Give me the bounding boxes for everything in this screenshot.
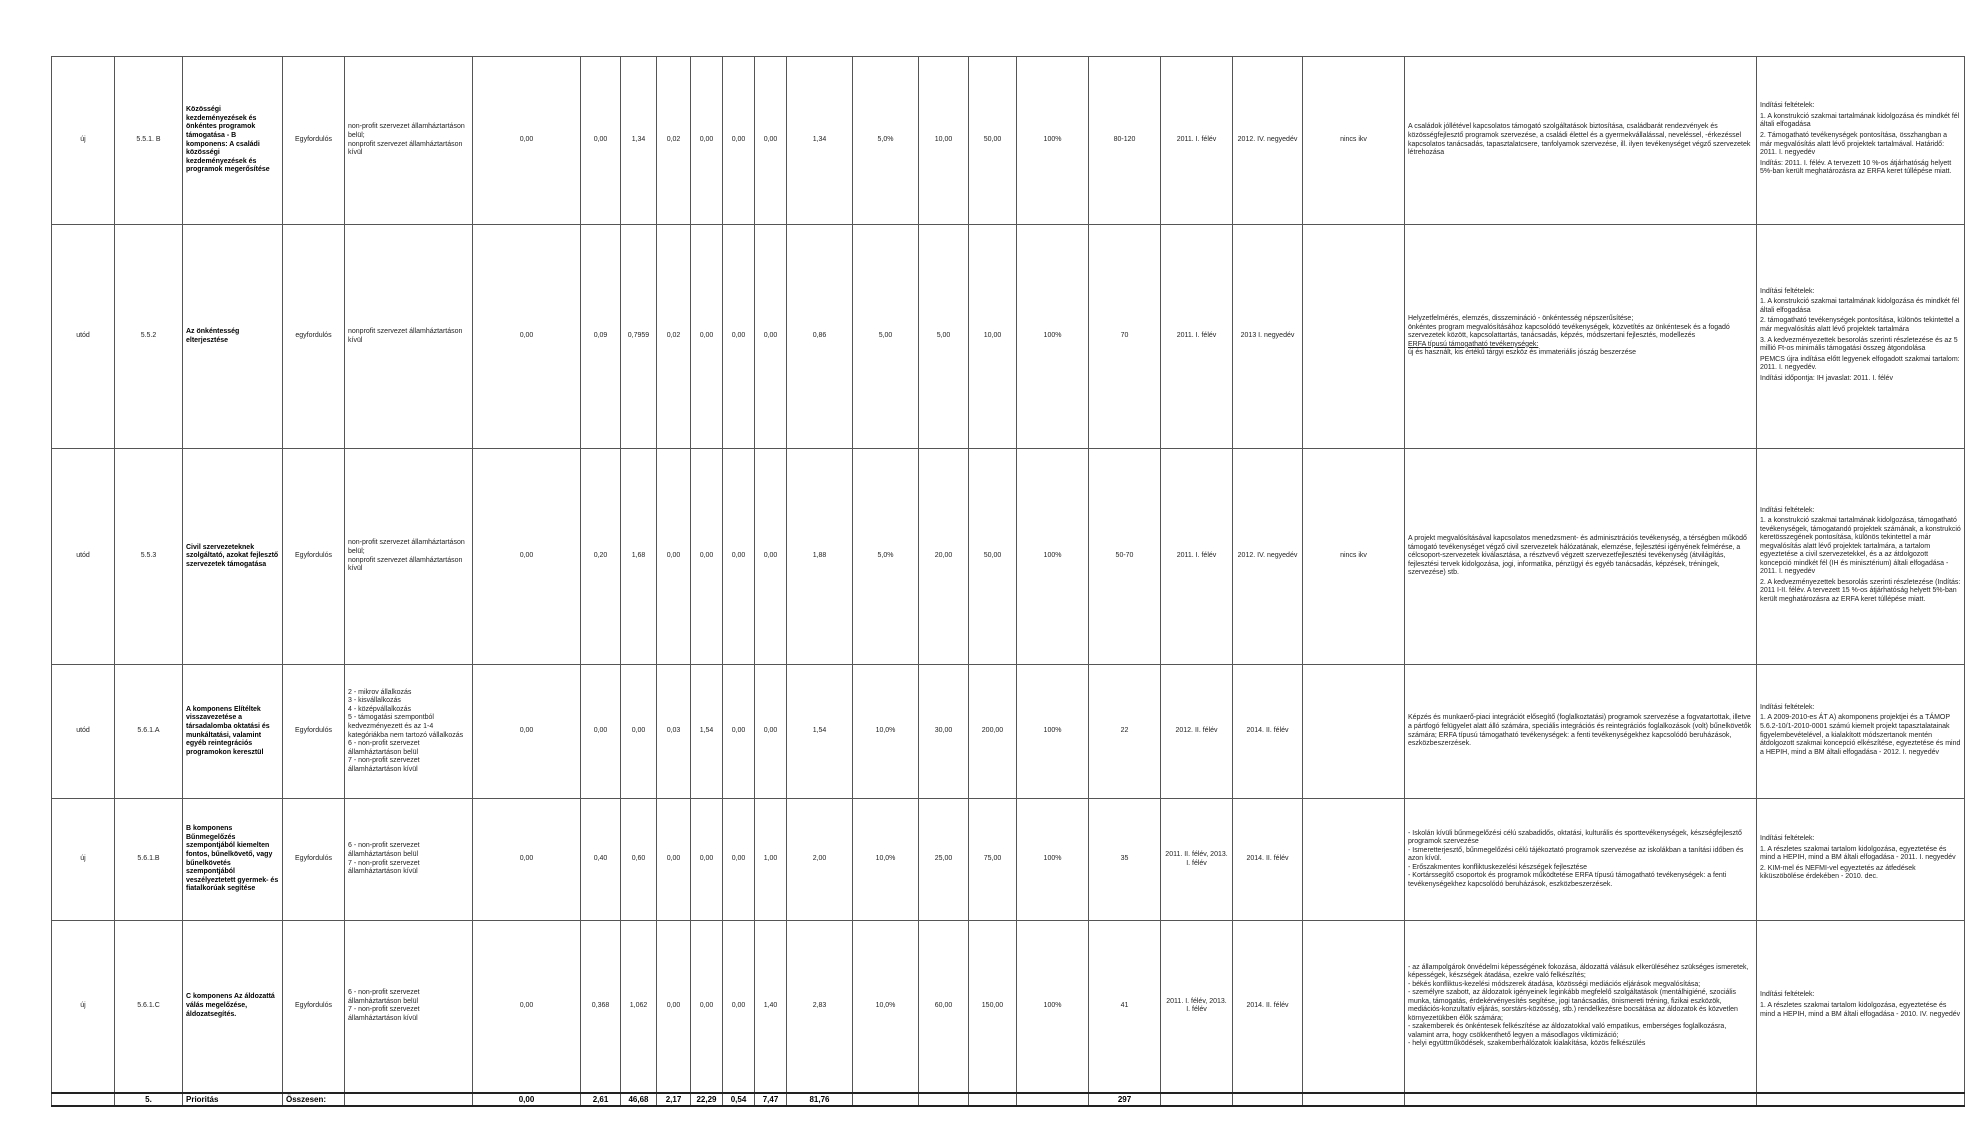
value-3: 0,60: [621, 799, 657, 921]
activity-line: A projekt megvalósításával kapcsolatos menedzsment- és adminisztrációs tevékenység, a térségben működő támogató tevékenységet végző civil szervezetek hálózatának, elemzése, fejlesztési igényének felmérése, a célcsoport-szervezetek kiválasztása, a résztvevő végzett szervezetfejlesztési tevékenység (átvilágítás, fejlesztési tervek kidolgozása, jogi, informatika, pénzügyi és egyéb tanácsadás, képzések, tréningek, szervezése) stb.: [1408, 535, 1747, 577]
min-value: 60,00: [919, 921, 969, 1093]
table-row: [52, 921, 1965, 1093]
status-cell: utód: [52, 449, 115, 665]
code-cell: 5.6.1.B: [115, 799, 183, 921]
value-2: 0,00: [581, 665, 621, 799]
value-7: 0,00: [755, 665, 787, 799]
min-value: 10,00: [919, 57, 969, 225]
beneficiary-line: nonprofit szervezet államháztartáson kívül: [348, 556, 463, 573]
mode-cell: Egyfordulós: [283, 57, 345, 225]
activity-line: - békés konfliktus-kezelési módszerek átadása, közösségi mediációs eljárások megvalósítása;: [1408, 980, 1701, 988]
condition-line: 1. a konstrukció szakmai tartalmának kidolgozása, támogatható tevékenységek, támogatandó projektek számának, a konstrukció keretösszegének pontosítása, különös tekintettel a már megvalósítás alatt lévő projektek tartalmára, a tartalom egyeztetése a civil szervezetekkel, és a az átdolgozott koncepció mindkét fél (IH és minisztérium) általi elfogadása - 2011. I. negyedév: [1760, 517, 1961, 576]
beneficiary-line: 7 - non-profit szervezet államháztartáson kívül: [348, 757, 420, 773]
summary-total-label: Összesen:: [283, 1093, 345, 1107]
status-cell: új: [52, 799, 115, 921]
value-6: 0,00: [723, 225, 755, 449]
percent-value: 5,0%: [853, 449, 919, 665]
rate-value: 100%: [1017, 799, 1089, 921]
mode-cell: Egyfordulós: [283, 665, 345, 799]
summary-label: Prioritás: [183, 1093, 283, 1107]
start-date: 2011. I. félév: [1161, 57, 1233, 225]
percent-value: 5,00: [853, 225, 919, 449]
mode-cell: Egyfordulós: [283, 799, 345, 921]
summary-v6: 0,54: [723, 1093, 755, 1107]
activity-line: - helyi együttműködések, szakemberhálózatok kialakítása, közös felkészülés: [1408, 1040, 1646, 1048]
value-7: 0,00: [755, 225, 787, 449]
max-value: 10,00: [969, 225, 1017, 449]
value-5: 1,54: [691, 665, 723, 799]
code-cell: 5.6.1.A: [115, 665, 183, 799]
condition-line: PEMCS újra indítása előtt legyenek elfogadott szakmai tartalom: 2011. I. negyedév.: [1760, 355, 1960, 372]
activity-line: önkéntes program megvalósításához kapcsolódó tevékenységek, közvetítés az önkéntesek és a fogadó szervezetek között, kapcsolattartás, tanácsadás, képzés, módszertani fejlesztés, modellezés: [1408, 323, 1730, 340]
condition-line: 1. A konstrukció szakmai tartalmának kidolgozása és mindkét fél általi elfogadása: [1760, 298, 1960, 314]
condition-line: 3. A kedvezményezettek besorolás szerinti részletezése és az 5 millió Ft-os minimális támogatási összeg átgondolása: [1760, 336, 1958, 353]
title-cell: Az önkéntesség elterjesztése: [183, 225, 283, 449]
rate-value: 100%: [1017, 449, 1089, 665]
condition-line: Indítási feltételek:: [1760, 703, 1815, 711]
summary-v1: 0,00: [473, 1093, 581, 1107]
activity-line: - az állampolgárok önvédelmi képességének fokozása, áldozattá válásuk elkerüléséhez szükséges ismeretek, képességek, készségek átadása, ezekre való felkészítés;: [1408, 963, 1749, 980]
beneficiary-line: nonprofit szervezet államháztartáson kívül: [348, 140, 463, 157]
total-value: 1,34: [787, 57, 853, 225]
value-4: 0,00: [657, 921, 691, 1093]
percent-value: 5,0%: [853, 57, 919, 225]
rate-value: 100%: [1017, 921, 1089, 1093]
code-cell: 5.5.1. B: [115, 57, 183, 225]
condition-line: 1. A 2009-2010-es ÁT A) akomponens projektjei és a TÁMOP 5.6.2-10/1-2010-0001 számú kiemelt projekt tapasztalatainak figyelembevételével, a kialakított módszertanok mentén átdolgozott szakmai koncepció elkészítése, egyeztetése és mind a HEPIH, mind a BM általi elfogadása - 2012. I. negyedév: [1760, 714, 1961, 756]
summary-blank: [345, 1093, 473, 1107]
value-4: 0,00: [657, 799, 691, 921]
min-value: 30,00: [919, 665, 969, 799]
value-3: 0,00: [621, 665, 657, 799]
status-cell: új: [52, 921, 115, 1093]
mode-cell: egyfordulós: [283, 225, 345, 449]
value-7: 1,40: [755, 921, 787, 1093]
value-7: 1,00: [755, 799, 787, 921]
title-cell: A komponens Elítéltek visszavezetése a társadalomba oktatási és munkáltatási, valamint egyéb reintegrációs programokon keresztül: [183, 665, 283, 799]
beneficiaries-cell: [345, 799, 473, 921]
table-row: [52, 449, 1965, 665]
summary-blank: [1017, 1093, 1089, 1107]
status-cell: utód: [52, 225, 115, 449]
total-value: 2,83: [787, 921, 853, 1093]
summary-blank: [52, 1093, 115, 1107]
value-5: 0,00: [691, 799, 723, 921]
value-4: 0,00: [657, 449, 691, 665]
condition-line: 2. Támogatható tevékenységek pontosítása, összhangban a már megvalósítás alatt lévő projektek tartalmával. Határidő: 2011. I. negyedév: [1760, 131, 1948, 157]
beneficiary-line: 4 - középvállalkozás: [348, 705, 412, 713]
activity-line: - Ismeretterjesztő, bűnmegelőzési célú tájékoztató programok szervezése az iskolákban a tanítási időben és azon kívül.: [1408, 846, 1744, 863]
table-row: [52, 225, 1965, 449]
max-value: 150,00: [969, 921, 1017, 1093]
value-1: 0,00: [473, 799, 581, 921]
beneficiaries-cell: [345, 665, 473, 799]
table-row: [52, 57, 1965, 225]
condition-line: 1. A részletes szakmai tartalom kidolgozása, egyeztetése és mind a HEPIH, mind a BM általi elfogadása - 2010. IV. negyedév: [1760, 1001, 1961, 1018]
start-date: 2011. I. félév: [1161, 225, 1233, 449]
summary-blank: [1233, 1093, 1303, 1107]
value-6: 0,00: [723, 799, 755, 921]
note-text: nincs ikv: [1303, 57, 1405, 225]
activities-cell: [1405, 449, 1757, 665]
code-cell: 5.5.2: [115, 225, 183, 449]
count-value: 41: [1089, 921, 1161, 1093]
rate-value: 100%: [1017, 225, 1089, 449]
summary-blank: [1161, 1093, 1233, 1107]
activities-cell: [1405, 225, 1757, 449]
value-1: 0,00: [473, 449, 581, 665]
summary-v3: 46,68: [621, 1093, 657, 1107]
condition-line: Indítási feltételek:: [1760, 991, 1815, 999]
max-value: 200,00: [969, 665, 1017, 799]
max-value: 75,00: [969, 799, 1017, 921]
value-3: 0,7959: [621, 225, 657, 449]
summary-v7: 7,47: [755, 1093, 787, 1107]
count-value: 70: [1089, 225, 1161, 449]
beneficiaries-cell: [345, 449, 473, 665]
summary-row: [52, 1093, 1965, 1107]
activity-line: - szakemberek és önkéntesek felkészítése az áldozatokkal való empatikus, emberséges foglalkozásra, valamint arra, hogy csökkenthető legyen a másodlagos viktimizáció;: [1408, 1023, 1727, 1039]
status-cell: új: [52, 57, 115, 225]
condition-line: 2. KIM-mel és NEFMI-vel egyeztetés az átfedések kiküszöbölése érdekében - 2010. dec.: [1760, 864, 1916, 881]
summary-v2: 2,61: [581, 1093, 621, 1107]
value-1: 0,00: [473, 921, 581, 1093]
note-text: [1303, 799, 1405, 921]
summary-blank: [919, 1093, 969, 1107]
status-cell: utód: [52, 665, 115, 799]
end-date: 2013 I. negyedév: [1233, 225, 1303, 449]
note-text: [1303, 225, 1405, 449]
activity-line: új és használt, kis értékű tárgyi eszköz és immateriális jószág beszerzése: [1408, 349, 1636, 357]
conditions-cell: [1757, 449, 1965, 665]
condition-line: Indítási feltételek:: [1760, 506, 1815, 514]
total-value: 1,88: [787, 449, 853, 665]
mode-cell: Egyfordulós: [283, 921, 345, 1093]
value-3: 1,062: [621, 921, 657, 1093]
summary-v5: 22,29: [691, 1093, 723, 1107]
end-date: 2012. IV. negyedév: [1233, 449, 1303, 665]
condition-line: Indítási feltételek:: [1760, 835, 1815, 843]
title-cell: Közösségi kezdeményezések és önkéntes programok támogatása - B komponens: A családi közösségi kezdeményezések és programok megerősítése: [183, 57, 283, 225]
min-value: 20,00: [919, 449, 969, 665]
value-7: 0,00: [755, 449, 787, 665]
activities-cell: [1405, 57, 1757, 225]
beneficiary-line: non-profit szervezet államháztartáson belül;: [348, 539, 465, 555]
count-value: 35: [1089, 799, 1161, 921]
conditions-cell: [1757, 57, 1965, 225]
activities-cell: [1405, 921, 1757, 1093]
count-value: 50-70: [1089, 449, 1161, 665]
activity-line: Képzés és munkaerő-piaci integrációt elősegítő (foglalkoztatási) programok szervezése a fogvatartottak, illetve a pártfogó felügyelet alatt álló számára, speciális integrációs és reintegrációs foglalkozások (volt) bűnelkövetők számára; ERFA típusú támogatható tevékenységek: a fenti tevékenységekhez kapcsolódó beruházások, eszközbeszerzések.: [1408, 714, 1752, 748]
value-6: 0,00: [723, 57, 755, 225]
beneficiary-line: nonprofit szervezet államháztartáson kívül: [348, 327, 463, 344]
condition-line: Indítási időpontja: IH javaslat: 2011. I. félév: [1760, 374, 1893, 382]
end-date: 2014. II. félév: [1233, 799, 1303, 921]
beneficiary-line: 7 - non-profit szervezet államháztartáson kívül: [348, 859, 420, 876]
start-date: 2012. II. félév: [1161, 665, 1233, 799]
activity-line: - személyre szabott, az áldozatok igényeinek leginkább megfelelő szolgáltatások (mentálhigiéné, szociális munka, támogatás, érdekérvényesítés segítése, jogi tanácsadás, önismereti tréning, fizikai eszközök, mediációs-konzultatív eljárás, sorstárs-közösség, stb.) rendelkezésre bocsátása az áldozatok és közvetlen környezetükben élők számára;: [1408, 989, 1738, 1022]
code-cell: 5.5.3: [115, 449, 183, 665]
activity-line: - Kortárssegítő csoportok és programok működtetése ERFA típusú támogatható tevékenységek: a fenti tevékenységekhez kapcsolódó beruházások, eszközbeszerzések.: [1408, 872, 1727, 888]
condition-line: 1. A konstrukció szakmai tartalmának kidolgozása és mindkét fél általi elfogadása: [1760, 112, 1960, 129]
summary-blank: [1303, 1093, 1405, 1107]
condition-line: 2. támogatható tevékenységek pontosítása, különös tekintettel a már megvalósítás alatt lévő projektek tartalmára: [1760, 317, 1960, 333]
note-text: nincs ikv: [1303, 449, 1405, 665]
summary-blank: [969, 1093, 1017, 1107]
title-cell: B komponens Bűnmegelőzés szempontjából kiemelten fontos, bűnelkövető, vagy bűnelkövetés szempontjából veszélyeztetett gyermek- és fiatalkorúak segítése: [183, 799, 283, 921]
end-date: 2014. II. félév: [1233, 665, 1303, 799]
beneficiary-line: non-profit szervezet államháztartáson belül;: [348, 123, 465, 139]
conditions-cell: [1757, 225, 1965, 449]
summary-number: 5.: [115, 1093, 183, 1107]
value-3: 1,34: [621, 57, 657, 225]
value-1: 0,00: [473, 225, 581, 449]
beneficiaries-cell: [345, 57, 473, 225]
start-date: 2011. I. félév: [1161, 449, 1233, 665]
value-7: 0,00: [755, 57, 787, 225]
summary-count: 297: [1089, 1093, 1161, 1107]
value-6: 0,00: [723, 449, 755, 665]
total-value: 0,86: [787, 225, 853, 449]
summary-blank: [853, 1093, 919, 1107]
start-date: 2011. II. félév, 2013. I. félév: [1161, 799, 1233, 921]
percent-value: 10,0%: [853, 921, 919, 1093]
conditions-cell: [1757, 665, 1965, 799]
max-value: 50,00: [969, 57, 1017, 225]
value-5: 0,00: [691, 921, 723, 1093]
code-cell: 5.6.1.C: [115, 921, 183, 1093]
count-value: 80-120: [1089, 57, 1161, 225]
beneficiaries-cell: [345, 225, 473, 449]
start-date: 2011. I. félév, 2013. I. félév: [1161, 921, 1233, 1093]
activity-line: - Iskolán kívüli bűnmegelőzési célú szabadidős, oktatási, kulturális és sporttevékenységek, készségfejlesztő programok szervezése: [1408, 829, 1742, 846]
value-1: 0,00: [473, 665, 581, 799]
summary-blank: [1405, 1093, 1757, 1107]
beneficiary-line: 6 - non-profit szervezet államháztartáson belül: [348, 989, 420, 1005]
beneficiary-line: 3 - kisvállalkozás: [348, 697, 401, 705]
condition-line: Indítási feltételek:: [1760, 102, 1815, 110]
end-date: 2014. II. félév: [1233, 921, 1303, 1093]
value-4: 0,02: [657, 225, 691, 449]
beneficiary-line: 6 - non-profit szervezet államháztartáson belül: [348, 842, 420, 858]
activity-line: - Erőszakmentes konfliktuskezelési készségek fejlesztése: [1408, 863, 1587, 871]
conditions-cell: [1757, 799, 1965, 921]
condition-line: 1. A részletes szakmai tartalom kidolgozása, egyeztetése és mind a HEPIH, mind a BM általi elfogadása - 2011. I. negyedév: [1760, 845, 1956, 862]
mode-cell: Egyfordulós: [283, 449, 345, 665]
value-2: 0,368: [581, 921, 621, 1093]
table-row: [52, 799, 1965, 921]
value-5: 0,00: [691, 449, 723, 665]
rate-value: 100%: [1017, 57, 1089, 225]
value-4: 0,03: [657, 665, 691, 799]
beneficiary-line: 6 - non-profit szervezet államháztartáson belül: [348, 740, 420, 756]
beneficiaries-cell: [345, 921, 473, 1093]
summary-blank: [1757, 1093, 1965, 1107]
value-6: 0,00: [723, 665, 755, 799]
value-2: 0,00: [581, 57, 621, 225]
value-2: 0,20: [581, 449, 621, 665]
table-row: [52, 665, 1965, 799]
min-value: 5,00: [919, 225, 969, 449]
value-6: 0,00: [723, 921, 755, 1093]
note-text: [1303, 665, 1405, 799]
summary-v4: 2,17: [657, 1093, 691, 1107]
end-date: 2012. IV. negyedév: [1233, 57, 1303, 225]
title-cell: C komponens Az áldozattá válás megelőzése, áldozatsegítés.: [183, 921, 283, 1093]
value-2: 0,09: [581, 225, 621, 449]
total-value: 1,54: [787, 665, 853, 799]
condition-line: 2. A kedvezményezettek besorolás szerinti részletezése (Indítás: 2011 I-II. félév. A tervezett 15 %-os átjárhatóság helyett 5%-ban került meghatározásra az ERFA keret túllépése miatt.: [1760, 578, 1961, 603]
value-1: 0,00: [473, 57, 581, 225]
value-4: 0,02: [657, 57, 691, 225]
activities-cell: [1405, 665, 1757, 799]
value-5: 0,00: [691, 225, 723, 449]
max-value: 50,00: [969, 449, 1017, 665]
percent-value: 10,0%: [853, 799, 919, 921]
rate-value: 100%: [1017, 665, 1089, 799]
percent-value: 10,0%: [853, 665, 919, 799]
value-5: 0,00: [691, 57, 723, 225]
conditions-cell: [1757, 921, 1965, 1093]
title-cell: Civil szervezeteknek szolgáltató, azokat fejlesztő szervezetek támogatása: [183, 449, 283, 665]
count-value: 22: [1089, 665, 1161, 799]
activity-line: Helyzetfelmérés, elemzés, disszemináció - önkéntesség népszerűsítése;: [1408, 315, 1634, 323]
value-3: 1,68: [621, 449, 657, 665]
summary-total: 81,76: [787, 1093, 853, 1107]
data-table: [51, 56, 1965, 1107]
note-text: [1303, 921, 1405, 1093]
beneficiary-line: 5 - támogatási szempontból kedvezményezett és az 1-4 kategóriákba nem tartozó vállalkozás: [348, 714, 464, 739]
beneficiary-line: 7 - non-profit szervezet államháztartáson kívül: [348, 1006, 420, 1022]
activities-cell: [1405, 799, 1757, 921]
condition-line: Indítás: 2011. I. félév. A tervezett 10 %-os átjárhatóság helyett 5%-ban került meghatározásra az ERFA keret túllépése miatt.: [1760, 159, 1952, 176]
min-value: 25,00: [919, 799, 969, 921]
total-value: 2,00: [787, 799, 853, 921]
activity-line: ERFA típusú támogatható tevékenységek:: [1408, 340, 1539, 348]
value-2: 0,40: [581, 799, 621, 921]
condition-line: Indítási feltételek:: [1760, 287, 1815, 295]
activity-line: A családok jóllétével kapcsolatos támogató szolgáltatások biztosítása, családbarát rendezvények és közösségfejlesztő programok szervezése, a családi élettel és a gyermekvállalással, neveléssel, -érkezéssel kapcsolatos tanácsadás, tapasztalatcsere, tanfolyamok szervezése, ill. ilyen tevékenységet végző szervezetek létrehozása: [1408, 123, 1751, 157]
beneficiary-line: 2 - mikrov állalkozás: [348, 688, 412, 696]
